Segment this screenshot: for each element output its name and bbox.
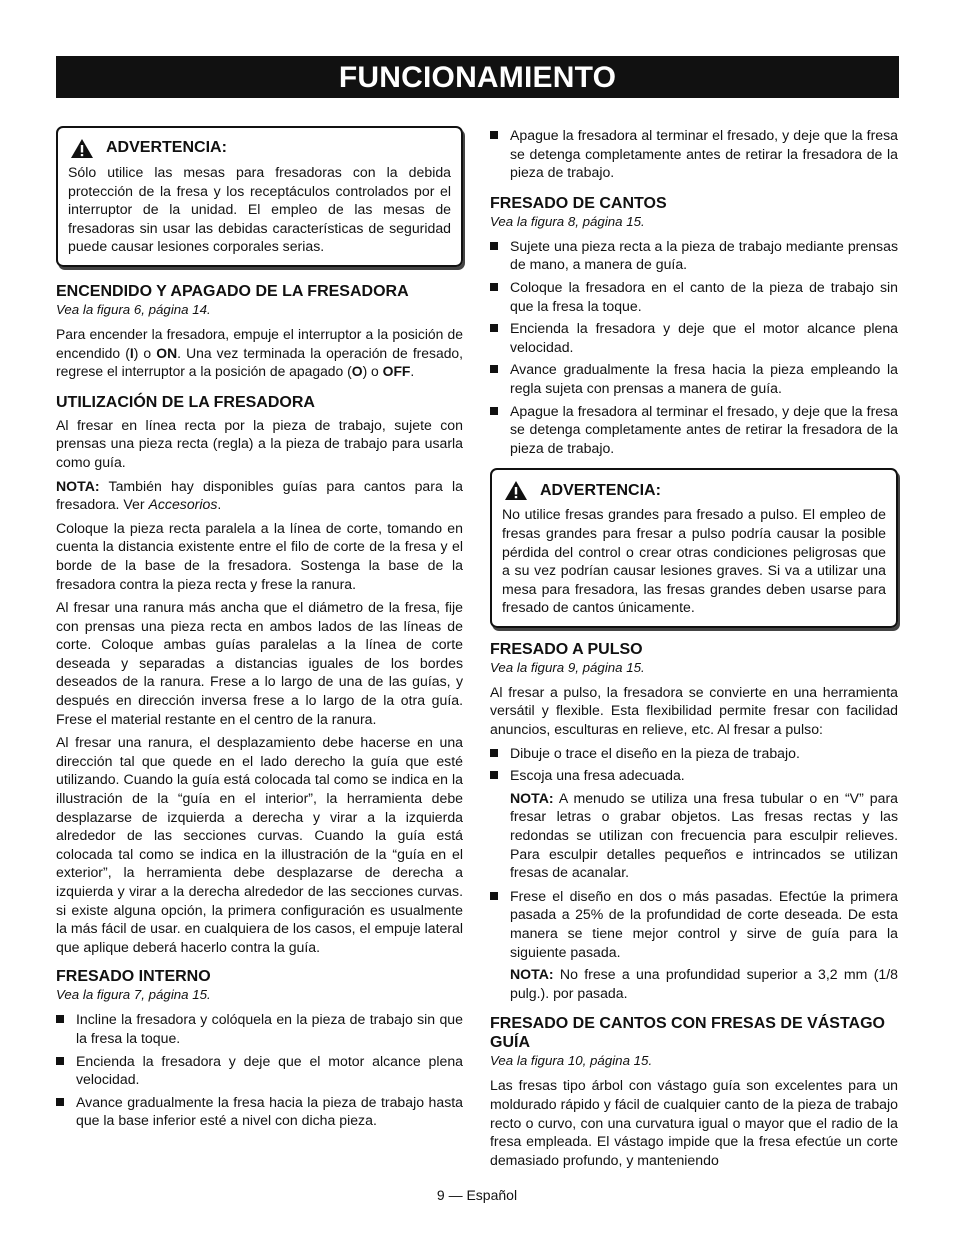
- bullet-square-icon: [490, 749, 498, 757]
- note-paragraph: NOTA: No frese a una profundidad superior a 3,2 mm (1/8 pulg.). por pasada.: [510, 966, 898, 1001]
- section-heading-encendido: ENCENDIDO Y APAGADO DE LA FRESADORA: [56, 282, 409, 300]
- paragraph: Al fresar en línea recta por la pieza de trabajo, sujete con prensas una pieza recta (regla) a la pieza de trabajo para usarla como guía.: [56, 416, 463, 470]
- bullet-square-icon: [56, 1098, 64, 1106]
- bullet-square-icon: [490, 407, 498, 415]
- warning-heading: [68, 138, 451, 159]
- paragraph: Coloque la pieza recta paralela a la línea de corte, tomando en cuenta la distancia existente entre el filo de corte de la fresa y el borde de la base de la fresadora. Sostenga la base de la fresadora contra la pieza recta y frese la ranura.: [56, 519, 463, 592]
- list-item: Coloque la fresadora en el canto de la pieza de trabajo sin que la fresa la toque.: [490, 278, 898, 315]
- section-heading-fresado-pulso: FRESADO A PULSO: [490, 640, 643, 658]
- bullet-square-icon: [490, 283, 498, 291]
- section-heading-fresado-cantos: FRESADO DE CANTOS: [490, 194, 667, 212]
- list-item: Sujete una pieza recta a la pieza de trabajo mediante prensas de mano, a manera de guía.: [490, 237, 898, 274]
- bullet-square-icon: [490, 892, 498, 900]
- list-item: Apague la fresadora al terminar el fresado, y deje que la fresa se detenga completamente antes de retirar la fresadora de la pieza de trabajo.: [490, 126, 898, 182]
- bullet-list: [490, 237, 898, 458]
- section-heading-vastago-guia: FRESADO DE CANTOS CON FRESAS DE VÁSTAGO GUÍA: [490, 1015, 885, 1052]
- bullet-square-icon: [490, 242, 498, 250]
- bullet-list: [490, 126, 898, 182]
- list-item: Incline la fresadora y colóquela en la pieza de trabajo sin que la fresa la toque.: [56, 1010, 463, 1047]
- bullet-square-icon: [490, 324, 498, 332]
- figure-reference: Vea la figura 10, página 15.: [490, 1053, 653, 1069]
- warning-text: Sólo utilice las mesas para fresadoras con la debida protección de la fresa y los receptáculos controlados por el interruptor de la unidad. El empleo de las mesas de fresadoras sin usar las debidas características de seguridad puede causar lesiones corporales serias.: [68, 164, 451, 255]
- paragraph: Al fresar una ranura, el desplazamiento debe hacerse en una dirección tal que quede en el lado derecho la guía que esté utilizando. Cuando la guía está colocada tal como se indica en la illustración de la “guía en el interior”, la herramienta debe desplazarse de izquierda a derecha y virar a la izquierda alrededor de las secciones curvas. Cuando la guía está colocada tal como se indica en la illustración de la “guía en el exterior”, la herramienta debe desplazarse de derecha a izquierda y virar a la derecha alrededor de las secciones curvas. si existe alguna opción, la primera configuración es usualmente la más fácil de usar. en cualquiera de los casos, el empuje lateral que aplique deberá hacerlo contra la guía.: [56, 734, 463, 955]
- bullet-square-icon: [490, 771, 498, 779]
- bullet-square-icon: [56, 1057, 64, 1065]
- page-title: FUNCIONAMIENTO: [56, 56, 899, 98]
- warning-title: ADVERTENCIA:: [540, 481, 661, 499]
- warning-heading: [502, 480, 886, 501]
- section-heading-utilizacion: UTILIZACIÓN DE LA FRESADORA: [56, 393, 315, 411]
- right-column: [490, 126, 898, 1174]
- list-item: Escoja una fresa adecuada.: [490, 766, 898, 785]
- paragraph: Al fresar una ranura más ancha que el diámetro de la fresa, fije con prensas una pieza recta en ambos lados de las líneas de corte. Coloque ambas guías paralelas a la línea de corte deseada y separadas a distancias iguales de los bordes deseados de la ranura. Frese a lo largo de una de las guías, y después en dirección inversa frese a lo largo de la otra guía. Frese el material restante en el centro de la ranura.: [56, 599, 463, 727]
- warning-text: No utilice fresas grandes para fresado a pulso. El empleo de fresas grandes para fresar a pulso podría causar la posible pérdida del control o crear otras condiciones peligrosas que a su vez podrían causar lesiones graves. Si va a utilizar una mesa para fresadora, las fresas grandes deben usarse para fresado de cantos únicamente.: [502, 506, 886, 616]
- list-item: Dibuje o trace el diseño en la pieza de trabajo.: [490, 744, 898, 763]
- list-item: Apague la fresadora al terminar el fresado, y deje que la fresa se detenga completamente antes de retirar la fresadora de la pieza de trabajo.: [490, 402, 898, 458]
- bullet-square-icon: [490, 131, 498, 139]
- section-heading-fresado-interno: FRESADO INTERNO: [56, 968, 211, 986]
- warning-triangle-icon: [504, 480, 528, 501]
- list-item: Avance gradualmente la fresa hacia la pieza de trabajo hasta que la base inferior esté a nivel con dicha pieza.: [56, 1093, 463, 1130]
- list-item: Encienda la fresadora y deje que el motor alcance plena velocidad.: [490, 319, 898, 356]
- list-item: Encienda la fresadora y deje que el motor alcance plena velocidad.: [56, 1052, 463, 1089]
- bullet-square-icon: [490, 365, 498, 373]
- paragraph: Las fresas tipo árbol con vástago guía son excelentes para un moldurado rápido y fácil de cualquier canto de la pieza de trabajo recto o curvo, con una curvatura igual o mayor que el radio de la fresa empleada. El vástago impide que la fresa efectúe un corte demasiado profundo, y manteniendo: [490, 1077, 898, 1168]
- note-paragraph: NOTA: A menudo se utiliza una fresa tubular o en “V” para fresar letras o grabar objetos. Las fresas rectas y las redondas se utilizan con frecuencia para esculpir relieves. Para esculpir detalles pequeños e intrincados se utilizan fresas de acanalar.: [510, 789, 898, 881]
- bullet-list: [490, 887, 898, 961]
- figure-reference: Vea la figura 6, página 14.: [56, 301, 211, 317]
- left-column: [56, 126, 463, 1134]
- figure-reference: Vea la figura 8, página 15.: [490, 213, 645, 229]
- paragraph-encendido: Para encender la fresadora, empuje el interruptor a la posición de encendido (I) o ON. Una vez terminada la operación de fresado, regrese el interruptor a la posición de apagado (O) o OFF.: [56, 325, 464, 380]
- paragraph: Al fresar a pulso, la fresadora se convierte en una herramienta versátil y flexible. Esta flexibilidad permite fresar con facilidad anuncios, esculturas en relieve, etc. Al fresar a pulso:: [490, 683, 898, 738]
- list-item: Avance gradualmente la fresa hacia la pieza empleando la regla sujeta con prensas a manera de guía.: [490, 360, 898, 397]
- bullet-square-icon: [56, 1015, 64, 1023]
- warning-triangle-icon: [70, 138, 94, 159]
- figure-reference: Vea la figura 7, página 15.: [56, 987, 211, 1003]
- warning-box: [490, 468, 898, 628]
- figure-reference: Vea la figura 9, página 15.: [490, 659, 645, 675]
- warning-title: ADVERTENCIA:: [106, 139, 227, 157]
- bullet-list: [490, 744, 898, 785]
- bullet-list: [56, 1010, 463, 1130]
- page-footer: 9 — Español: [436, 1187, 518, 1203]
- list-item: Frese el diseño en dos o más pasadas. Efectúe la primera pasada a 25% de la profundidad de corte deseada. De esta manera se tiene mejor control y sirve de guía para la siguiente pasada.: [490, 887, 898, 961]
- warning-box: [56, 126, 463, 267]
- note-paragraph: NOTA: También hay disponibles guías para cantos para la fresadora. Ver Accesorios.: [56, 477, 463, 513]
